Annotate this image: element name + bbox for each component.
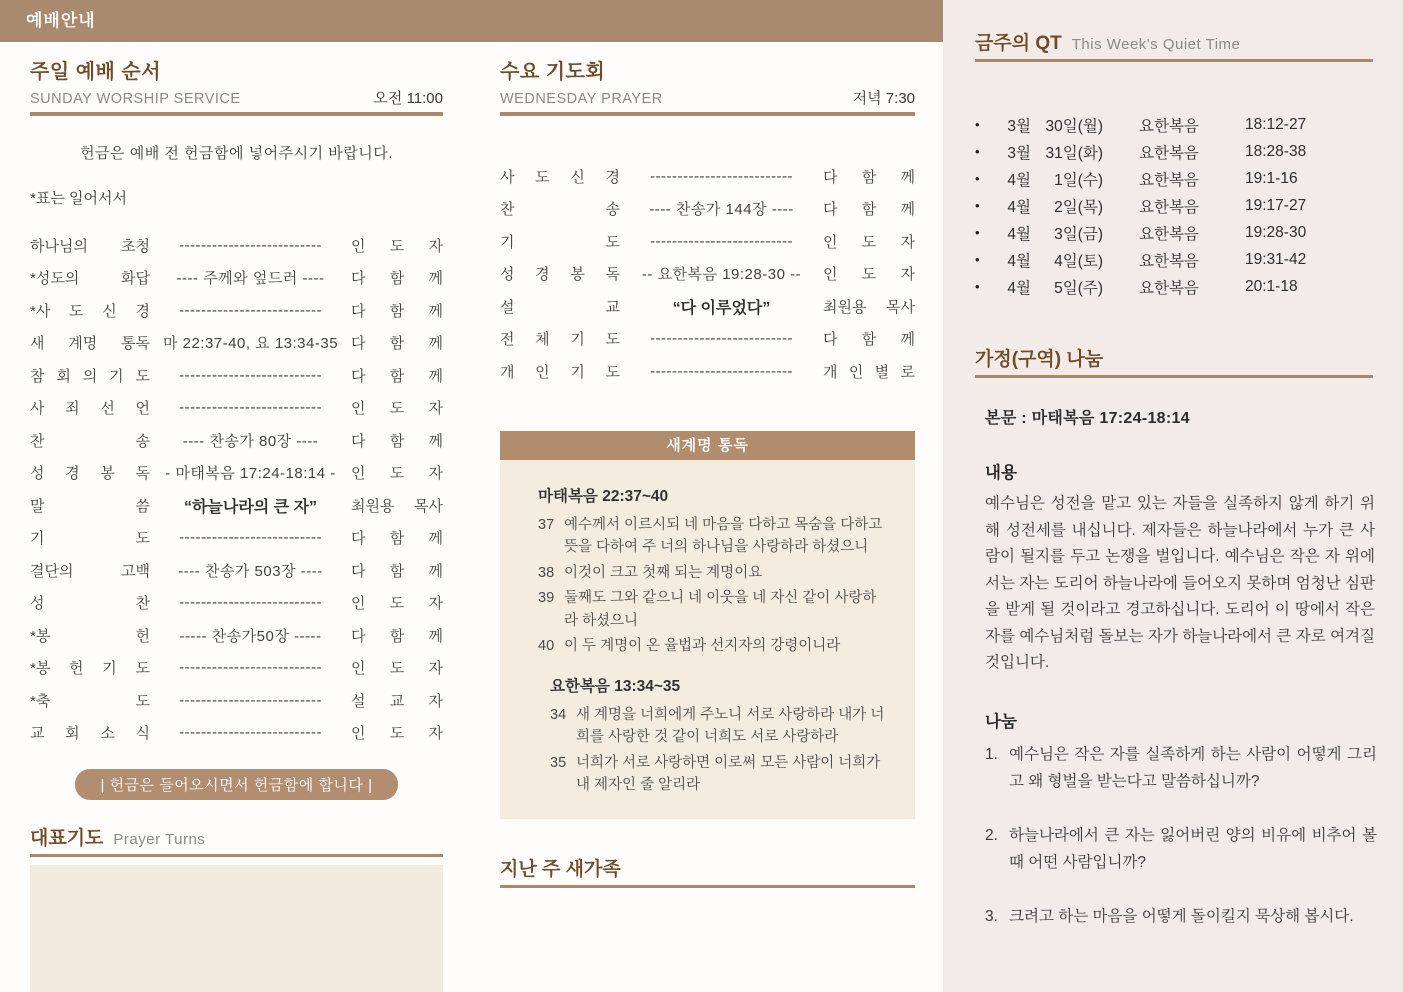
reading-section [538,484,889,658]
sharing-header [975,344,1373,371]
worship-item-label: *성도의 화답 [30,270,150,288]
question-number: 3. [985,907,998,925]
bullet-icon: • [975,279,980,294]
question-number: 1. [985,745,998,763]
sharing-questions-heading: 나눔 [985,712,1017,731]
qt-schedule-list [975,111,1373,300]
worship-item-leader: 다 함 께 [351,432,443,450]
worship-item-label: *사 도 신 경 [30,302,150,320]
qt-schedule-row [975,165,1373,192]
verse-number: 39 [538,590,555,606]
qt-book: 요한복음 [1139,117,1199,135]
qt-verse-range: 18:28-38 [1245,142,1307,160]
worship-order-row [30,359,443,392]
worship-item-detail: -------------------------- [650,232,793,250]
worship-item-detail: ---- 찬송가 80장 ---- [182,432,319,450]
prayer-turns-subtitle: Prayer Turns [113,831,206,848]
wednesday-prayer-time: 저녁 7:30 [852,90,915,107]
worship-item-detail: ---- 찬송가 503장 ---- [178,562,323,580]
worship-item-detail: -------------------------- [179,529,322,547]
qt-verse-range: 19:1-16 [1245,169,1298,187]
qt-day: 4일(토) [1054,252,1103,270]
qt-book: 요한복음 [1139,225,1199,243]
sharing-questions-list [985,741,1377,930]
worship-item-detail: -------------------------- [179,691,322,709]
verse-row [550,704,889,749]
qt-day: 2일(목) [1054,198,1103,216]
worship-item-leader: 최원용 목사 [823,298,915,316]
worship-order-row [30,327,443,360]
qt-title: 금주의 QT [975,33,1062,54]
worship-item-leader: 인 도 자 [351,595,443,613]
sunday-worship-header [30,55,443,116]
verse-row [538,587,889,632]
worship-item-detail: -------------------------- [179,236,322,254]
standing-legend: *표는 일어서서 [30,190,127,207]
worship-order-row [30,554,443,587]
worship-item-label: 참 회 의 기 도 [30,367,150,385]
worship-item-detail: - 마태복음 17:24-18:14 - [165,465,336,483]
qt-day: 5일(주) [1054,279,1103,297]
worship-item-label: 성 찬 [30,595,150,613]
worship-item-leader: 다 함 께 [351,302,443,320]
sharing-scripture-ref: 본문 : 마태복음 17:24-18:14 [985,410,1190,427]
worship-item-label: 성 경 봉 독 [30,465,150,483]
qt-verse-range: 19:17-27 [1245,196,1307,214]
prayer-turns-header [30,823,443,850]
verse-row [538,562,889,585]
worship-item-label: 하나님의 초청 [30,237,150,255]
worship-order-row [30,522,443,555]
worship-item-detail: -------------------------- [179,724,322,742]
wednesday-prayer-column [500,55,915,888]
worship-item-detail: -------------------------- [650,330,793,348]
question-text: 예수님은 작은 자를 실족하게 하는 사람이 어떻게 그리고 왜 형벌을 받는다고 말씀하십니까? [1009,745,1377,790]
question-number: 2. [985,826,998,844]
wednesday-order-list [500,160,915,388]
worship-item-label: 결단의 고백 [30,562,150,580]
sunday-worship-time: 오전 11:00 [373,90,443,107]
worship-item-leader: 다 함 께 [823,331,915,349]
sharing-content-heading: 내용 [985,464,1017,482]
qt-schedule-row [975,246,1373,273]
section-rule [500,112,915,116]
section-rule [30,112,443,116]
worship-order-row [30,652,443,685]
verse-row [538,514,889,559]
worship-item-label: 교 회 소 식 [30,725,150,743]
page-banner [0,0,943,42]
worship-item-detail: ---- 찬송가 144장 ---- [649,201,794,219]
qt-schedule-row [975,219,1373,246]
worship-order-row [30,392,443,425]
worship-item-label: 기 도 [30,530,150,548]
qt-day: 1일(수) [1054,171,1103,189]
worship-item-leader: 다 함 께 [823,168,915,186]
prayer-turns-box [30,865,443,992]
worship-item-label: 말 씀 [30,497,150,515]
worship-item-leader: 인 도 자 [351,465,443,483]
qt-verse-range: 19:31-42 [1245,250,1307,268]
sunday-worship-title: 주일 예배 순서 [30,61,162,83]
worship-order-row [30,587,443,620]
worship-item-detail: -------------------------- [179,301,322,319]
worship-item-leader: 최원용 목사 [351,497,443,515]
qt-verse-range: 18:12-27 [1245,115,1307,133]
worship-item-leader: 다 함 께 [351,562,443,580]
qt-book: 요한복음 [1139,171,1199,189]
worship-order-row [30,489,443,522]
worship-order-row [500,193,915,226]
sharing-question [985,822,1377,876]
verse-text: 이것이 크고 첫째 되는 계명이요 [564,564,763,581]
worship-order-row [500,290,915,323]
worship-item-leader: 인 도 자 [823,233,915,251]
qt-day: 30일(월) [1045,117,1103,135]
qt-schedule-row [975,111,1373,138]
qt-subtitle: This Week's Quiet Time [1071,36,1241,53]
worship-item-detail: ----- 찬송가50장 ----- [179,627,322,645]
worship-item-leader: 다 함 께 [351,627,443,645]
qt-verse-range: 20:1-18 [1245,277,1298,295]
section-rule [30,854,443,857]
sharing-question [985,741,1377,795]
prayer-turns-title: 대표기도 [30,828,104,849]
bullet-icon: • [975,117,980,132]
qt-sharing-panel [943,0,1403,992]
worship-item-detail: -- 요한복음 19:28-30 -- [641,266,802,284]
qt-schedule-row [975,138,1373,165]
worship-item-detail: -------------------------- [179,399,322,417]
worship-order-row [30,684,443,717]
worship-item-label: 찬 송 [500,201,620,219]
worship-item-leader: 다 함 께 [351,335,443,353]
worship-item-label: 성 경 봉 독 [500,266,620,284]
sharing-title: 가정(구역) 나눔 [975,349,1104,370]
new-commandment-reading-box [500,431,915,819]
section-rule [500,885,915,888]
worship-item-label: *축 도 [30,692,150,710]
question-text: 하늘나라에서 큰 자는 잃어버린 양의 비유에 비추어 볼 때 어떤 사람입니까? [1009,826,1377,871]
verse-text: 새 계명을 너희에게 주노니 서로 사랑하라 내가 너희를 사랑한 것 같이 너희도 서로 사랑하라 [576,706,885,745]
qt-month: 4월 [1007,225,1031,243]
worship-item-detail: -------------------------- [650,167,793,185]
qt-month: 4월 [1007,279,1031,297]
verse-text: 둘째도 그와 같으니 네 이웃을 네 자신 같이 사랑하라 하셨으니 [564,590,877,629]
qt-month: 4월 [1007,252,1031,270]
worship-item-leader: 다 함 께 [351,530,443,548]
worship-item-label: 사 도 신 경 [500,168,620,186]
question-text: 크려고 하는 마음을 어떻게 돌이킬지 묵상해 봅시다. [1009,907,1354,925]
worship-order-row [500,355,915,388]
newcomers-title: 지난 주 새가족 [500,858,621,880]
worship-item-detail: -------------------------- [179,594,322,612]
section-rule [975,59,1373,62]
qt-month: 4월 [1007,171,1031,189]
worship-order-row [500,258,915,291]
reading-section [538,674,889,797]
worship-item-leader: 인 도 자 [351,400,443,418]
offering-pill: | 헌금은 들어오시면서 헌금함에 합니다 | [75,769,399,800]
qt-book: 요한복음 [1139,144,1199,162]
sunday-worship-subtitle: SUNDAY WORSHIP SERVICE [30,91,241,107]
qt-schedule-row [975,273,1373,300]
wednesday-prayer-subtitle: WEDNESDAY PRAYER [500,91,663,107]
worship-item-detail: -------------------------- [650,362,793,380]
worship-order-row [30,717,443,750]
offering-notice: 헌금은 예배 전 헌금함에 넣어주시기 바랍니다. [80,145,393,162]
newcomers-header [500,854,915,881]
worship-item-label: *봉 헌 기 도 [30,660,150,678]
worship-item-leader: 개 인 별 로 [823,363,915,381]
bullet-icon: • [975,171,980,186]
reading-box-body [500,460,915,819]
worship-item-label: *봉 헌 [30,627,150,645]
qt-day: 31일(화) [1045,144,1103,162]
verse-number: 37 [538,516,555,533]
qt-month: 3월 [1007,117,1031,135]
worship-order-row [500,323,915,356]
page-banner-title: 예배안내 [26,11,96,30]
verse-text: 너희가 서로 사랑하면 이로써 모든 사람이 너희가 내 제자인 줄 알리라 [576,754,881,793]
reading-reference: 요한복음 13:34~35 [550,677,681,695]
worship-item-leader: 인 도 자 [351,237,443,255]
bullet-icon: • [975,225,980,240]
worship-item-detail: -------------------------- [179,659,322,677]
verse-text: 이 두 계명이 온 율법과 선지자의 강령이니라 [564,638,841,654]
worship-order-row [500,225,915,258]
worship-item-label: 기 도 [500,233,620,251]
worship-item-label: 사 죄 선 언 [30,400,150,418]
worship-order-row [500,160,915,193]
section-rule [975,375,1373,378]
worship-order-row [30,424,443,457]
worship-item-detail: “하늘나라의 큰 자” [183,498,318,516]
worship-item-detail: 마 22:37-40, 요 13:34-35 [162,335,339,353]
worship-order-row [30,262,443,295]
bullet-icon: • [975,198,980,213]
worship-order-row [30,229,443,262]
qt-month: 4월 [1007,198,1031,216]
verse-text: 예수께서 이르시되 네 마음을 다하고 목숨을 다하고 뜻을 다하여 주 너의 하나님을 사랑하라 하셨으니 [564,516,883,555]
qt-month: 3월 [1007,144,1031,162]
qt-day: 3일(금) [1054,225,1103,243]
worship-item-leader: 다 함 께 [823,201,915,219]
verse-number: 34 [550,706,567,723]
sunday-order-list [30,229,443,749]
qt-header [975,28,1373,55]
verse-number: 35 [550,754,567,771]
worship-order-row [30,619,443,652]
worship-item-detail: -------------------------- [179,366,322,384]
qt-schedule-row [975,192,1373,219]
sharing-question [985,903,1377,930]
worship-item-label: 찬 송 [30,432,150,450]
bullet-icon: • [975,144,980,159]
verse-row [550,752,889,797]
reading-reference: 마태복음 22:37~40 [538,487,669,505]
qt-book: 요한복음 [1139,252,1199,270]
worship-item-leader: 인 도 자 [351,725,443,743]
qt-verse-range: 19:28-30 [1245,223,1307,241]
sunday-worship-column [30,55,443,992]
worship-item-label: 설 교 [500,298,620,316]
worship-item-leader: 다 함 께 [351,270,443,288]
qt-book: 요한복음 [1139,198,1199,216]
worship-order-row [30,294,443,327]
worship-item-leader: 인 도 자 [351,660,443,678]
worship-item-label: 개 인 기 도 [500,363,620,381]
bullet-icon: • [975,252,980,267]
worship-item-label: 새 계명 통독 [30,335,150,353]
wednesday-prayer-header [500,55,915,116]
verse-number: 38 [538,564,555,581]
worship-item-detail: ---- 주께와 엎드러 ---- [176,270,325,288]
worship-item-label: 전 체 기 도 [500,331,620,349]
worship-item-leader: 설 교 자 [351,692,443,710]
worship-item-detail: “다 이루었다” [672,299,771,317]
verse-number: 40 [538,638,555,654]
sharing-content-text: 예수님은 성전을 맡고 있는 자들을 실족하지 않게 하기 위해 성전세를 내십니다. 제자들은 하늘나라에서 누가 큰 사람이 될지를 두고 논쟁을 벌입니다. 예수님은 작은 자 위에 서는 자는 도리어 하늘나라에 들어오지 못하며 엄청난 심판을 받게 될 것이라고 경고하십니다. 도리어 이 땅에서 작은 자를 예수님처럼 돌보는 자가 하늘나라에서 큰 자로 여겨질 것입니다. [985,495,1375,671]
reading-box-header: 새계명 통독 [500,431,915,460]
worship-item-leader: 다 함 께 [351,367,443,385]
worship-item-leader: 인 도 자 [823,266,915,284]
verse-row [538,635,889,658]
qt-book: 요한복음 [1139,279,1199,297]
worship-order-row [30,457,443,490]
wednesday-prayer-title: 수요 기도회 [500,61,606,83]
